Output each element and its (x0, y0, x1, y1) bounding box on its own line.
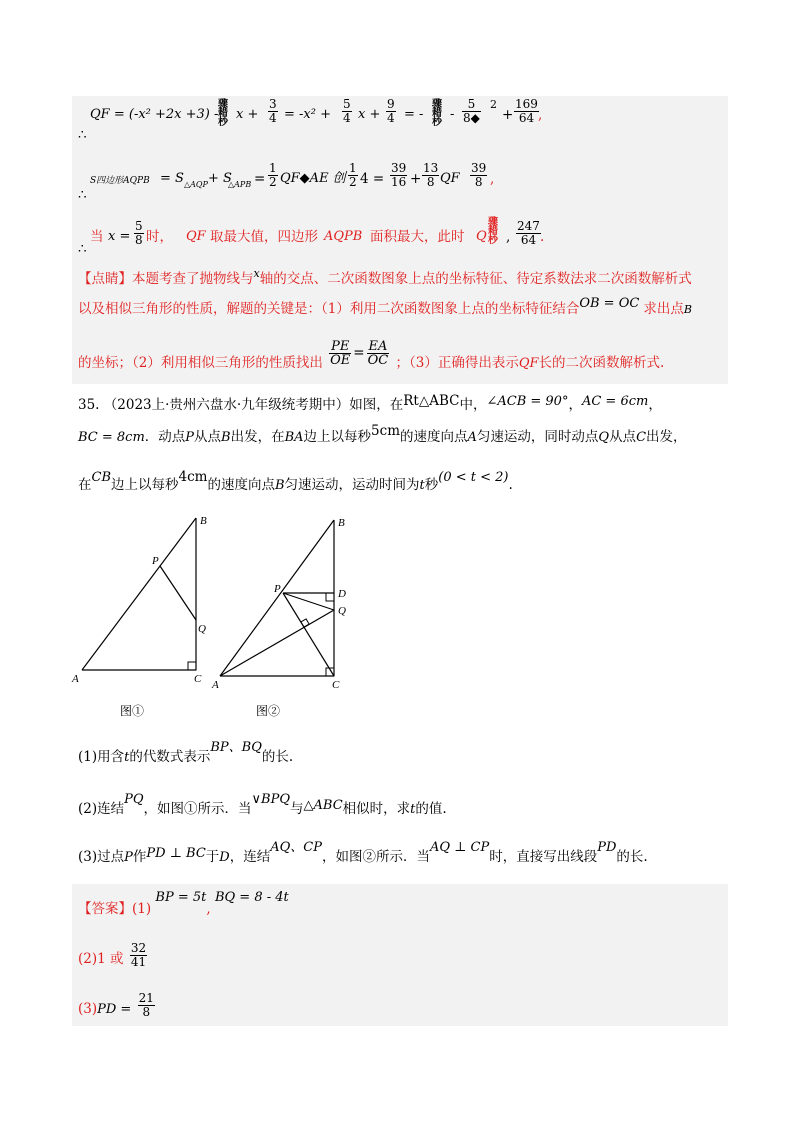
x-plus-2: x + (358, 107, 381, 122)
q3-cond: AQ ⊥ CP (429, 840, 490, 855)
x-axis-var: x (253, 267, 260, 280)
q3-text-3: 于 (205, 849, 220, 865)
label-b-2: B (338, 517, 345, 529)
label-q: Q (198, 623, 206, 635)
fraction-13-8: $\frac{13}{8}$ (423, 161, 439, 189)
p-text-10: 边上以每秒 (111, 477, 179, 493)
comment-text-2: 轴的交点、二次函数图象上点的坐标特征、待定系数法求二次函数解析式 (259, 271, 692, 287)
x-eq: x = (108, 229, 131, 244)
right-angle-mark (188, 662, 196, 670)
q3-text-7: 的长. (616, 849, 648, 865)
expanded-expr: = -x² + (284, 107, 331, 122)
point-c: C (636, 430, 647, 445)
garbled-glyph-3: 骤 耤 杪 (488, 217, 498, 246)
period-2: . (508, 477, 513, 493)
plus-sign: + (502, 107, 514, 123)
minus-sign: - (214, 107, 219, 122)
fraction-ea-oc: $\frac{EA}{OC}$ (367, 339, 389, 368)
comma-3: , (506, 229, 511, 245)
answer-line-2 (78, 941, 149, 973)
shi-text: 时， (146, 229, 173, 245)
fraction-pe-oe: $\frac{PE}{OE}$ (330, 339, 351, 368)
quadratic-expr: (-x² +2x +3) (128, 107, 210, 122)
fraction-32-41: $\frac{32}{41}$ (130, 941, 147, 969)
comma-2: , (490, 171, 495, 187)
p-text-2: 从点 (194, 429, 222, 445)
garbled-glyph: 骤 耤 杪 (218, 99, 228, 128)
fraction-1-2: $\frac{1}{2}$ (269, 161, 277, 189)
qf-4: QF (518, 356, 539, 371)
q3-text-1: 过点 (97, 849, 125, 865)
fraction-3-4: $\frac{3}{4}$ (269, 97, 277, 125)
fraction-5-4: $\frac{5}{4}$ (343, 97, 351, 125)
q3-number: (3) (78, 849, 98, 865)
q2-t: t (410, 802, 416, 817)
q2-text-4: 相似时，求 (342, 801, 411, 817)
plus-sign-2: + (410, 171, 422, 187)
answer-bq: BQ = 8 - 4t (214, 890, 289, 905)
q2-text-3: 与 (290, 801, 304, 817)
eq-sign-3: = (353, 345, 365, 361)
exponent-2: 2 (490, 98, 497, 111)
ob-eq-oc: OB = OC (579, 296, 640, 311)
bc-length: BC = 8cm (78, 430, 145, 445)
when-text: 当 (90, 229, 104, 245)
q2-pq: PQ (124, 792, 144, 807)
quad-aqpb: AQPB (324, 229, 363, 244)
tri-aqp-sub: △AQP (184, 180, 208, 189)
fraction-5-8: $\frac{5}{8◆}$ (463, 97, 480, 125)
answer-comma: , (206, 901, 211, 917)
ac-length: AC = 6cm (581, 394, 649, 409)
problem-number: 35. (78, 397, 100, 413)
answer-1-number: (1) (132, 901, 152, 917)
figure-2 (208, 510, 358, 730)
quad-area-sub: S四边形AQPB (90, 176, 150, 186)
sep-2: ， (648, 397, 662, 413)
therefore-symbol: ∴ (78, 127, 87, 143)
q1-text-2: 的代数式表示 (129, 749, 211, 765)
vertex-eq: = - (404, 107, 424, 122)
q2-text-5: 的值. (415, 801, 447, 817)
point-b-2: B (221, 430, 231, 445)
qf-2: QF (440, 171, 460, 186)
problem-line-3 (78, 469, 513, 495)
q3-text-5: ，如图②所示．当 (321, 849, 430, 865)
question-3 (78, 840, 648, 867)
fraction-247-64: $\frac{247}{64}$ (517, 219, 540, 247)
p-text-6: 匀速运动，同时动点 (476, 429, 599, 445)
q1-text-1: 用含 (97, 749, 125, 765)
comment-label: 【点睛】 (78, 271, 132, 287)
q3-text-2: 作 (132, 849, 147, 865)
q1-expr: BP、BQ (210, 740, 262, 755)
therefore-symbol-2: ∴ (78, 187, 87, 203)
fraction-39-16: $\frac{39}{16}$ (391, 161, 407, 189)
area-max-text: 面积最大，此时 (370, 229, 465, 245)
side-ab-2 (220, 520, 334, 676)
garbled-glyph-2: 骤 耤 杪 (432, 99, 442, 128)
fraction-21-8: $\frac{21}{8}$ (138, 991, 154, 1019)
fraction-9-4: $\frac{9}{4}$ (387, 97, 395, 125)
label-c: C (194, 673, 202, 685)
answer-3-pd: PD = (97, 1002, 132, 1017)
q-point: Q (476, 229, 487, 244)
label-a-2: A (212, 679, 219, 691)
q3-pd: PD (597, 840, 617, 855)
answer-2-number: (2) (78, 951, 98, 967)
segment-aq (220, 610, 334, 676)
qf-lhs: QF (90, 107, 110, 122)
max-text: 取最大值，四边形 (210, 229, 318, 245)
side-cb: CB (91, 470, 111, 485)
label-a: A (72, 673, 79, 685)
q2-tri-bpq: ∨BPQ (251, 792, 291, 807)
right-angle-mark-d (326, 593, 334, 601)
speed-1: 5cm (371, 423, 400, 439)
fraction-169-64: $\frac{169}{64}$ (515, 97, 538, 125)
figure-2-caption: 图② (256, 704, 281, 718)
comment-line-1 (78, 267, 692, 289)
comment-text-4: 求出点 (643, 301, 684, 317)
q2-text-1: 连结 (97, 801, 125, 817)
p-text-11: 的速度向点 (207, 477, 275, 493)
comment-text-6: ；（3）正确得出表示 (395, 355, 519, 371)
answer-bp: BP = 5t (155, 890, 207, 905)
q3-text-4: ，连结 (229, 849, 271, 865)
label-p-2: P (274, 583, 281, 595)
label-b: B (200, 515, 207, 527)
point-q: Q (598, 430, 610, 445)
q3-lines: AQ、CP (270, 840, 322, 855)
side-ba: BA (284, 430, 304, 445)
p-text-8: 出发， (646, 429, 687, 445)
question-2 (78, 792, 447, 819)
therefore-symbol-3: ∴ (78, 241, 87, 257)
q1-text-3: 的长. (261, 749, 294, 765)
answer-2-text: 1 或 (97, 951, 124, 967)
eq-sign-2: = (254, 171, 266, 187)
q2-number: (2) (78, 801, 98, 817)
comment-line-2 (78, 296, 692, 319)
zhong-text: 中， (459, 397, 487, 413)
problem-line-1 (78, 393, 662, 415)
point-p: P (185, 430, 195, 445)
qf-ae: QF◆AE 创 (280, 171, 346, 186)
label-q-2: Q (338, 605, 346, 617)
four-eq: 4 = (360, 171, 385, 187)
x-plus: x + (236, 107, 259, 122)
t-range: (0 < t < 2) (438, 470, 509, 485)
comment-text-1: 本题考查了抛物线与 (132, 271, 254, 287)
p-text-12: 匀速运动，运动时间为 (284, 477, 420, 493)
point-b-3: B (274, 478, 285, 493)
p-text-5: 的速度向点 (400, 429, 468, 445)
figure-1-caption: 图① (120, 704, 145, 718)
problem-line-2 (78, 423, 687, 447)
problem-source: （2023上·贵州六盘水·九年级统考期中）如图，在 (103, 397, 404, 413)
var-t: t (419, 478, 425, 493)
rt-triangle: Rt△ABC (403, 393, 460, 409)
comment-line-3 (78, 339, 665, 377)
period: . (540, 229, 545, 245)
q3-p: P (124, 850, 133, 865)
q3-perp: PD ⊥ BC (146, 846, 206, 861)
q3-text-6: 时，直接写出线段 (489, 849, 598, 865)
sep-1: ， (568, 397, 582, 413)
label-d: D (338, 588, 346, 600)
label-p: P (152, 555, 159, 567)
p-text-4: 边上以每秒 (303, 429, 372, 445)
answer-line-1 (78, 890, 289, 919)
fraction-5-8-b: $\frac{5}{8}$ (135, 219, 143, 247)
answer-line-3 (78, 991, 157, 1023)
question-1 (78, 740, 294, 767)
q2-text-2: ，如图①所示．当 (143, 801, 252, 817)
q3-d: D (219, 850, 230, 865)
comment-text-7: 长的二次函数解析式. (538, 355, 665, 371)
q1-t: t (124, 750, 130, 765)
p-text-3: 出发，在 (230, 429, 285, 445)
figure-1 (70, 510, 220, 730)
segment-pq (160, 566, 196, 620)
qf-3: QF (186, 229, 206, 244)
eq-sign: = (113, 107, 125, 122)
speed-2: 4cm (178, 469, 208, 485)
plus-s: + S (208, 171, 232, 186)
p-text-1: ．动点 (144, 429, 186, 445)
p-text-9: 在 (78, 477, 92, 493)
point-a: A (467, 430, 477, 445)
q2-tri-abc: △ABC (303, 798, 343, 813)
q1-number: (1) (78, 749, 98, 765)
fraction-39-8: $\frac{39}{8}$ (471, 161, 487, 189)
answer-3-number: (3) (78, 1001, 98, 1017)
comma: , (538, 107, 543, 123)
point-b: B (683, 303, 692, 316)
p-text-7: 从点 (609, 429, 637, 445)
eq-s: = S (160, 171, 184, 186)
tri-apb-sub: △APB (228, 180, 252, 189)
answer-label: 【答案】 (78, 901, 132, 917)
fraction-1-2-b: $\frac{1}{2}$ (349, 161, 357, 189)
p-text-13: 秒 (424, 477, 439, 493)
comment-text-5: 的坐标；（2）利用相似三角形的性质找出 (78, 355, 323, 371)
label-c-2: C (332, 679, 340, 691)
minus-sign-2: - (450, 107, 455, 122)
comment-text-3: 以及相似三角形的性质，解题的关键是：（1）利用二次函数图象上点的坐标特征结合 (78, 301, 580, 317)
angle-acb: ∠ACB = 90° (486, 394, 569, 409)
